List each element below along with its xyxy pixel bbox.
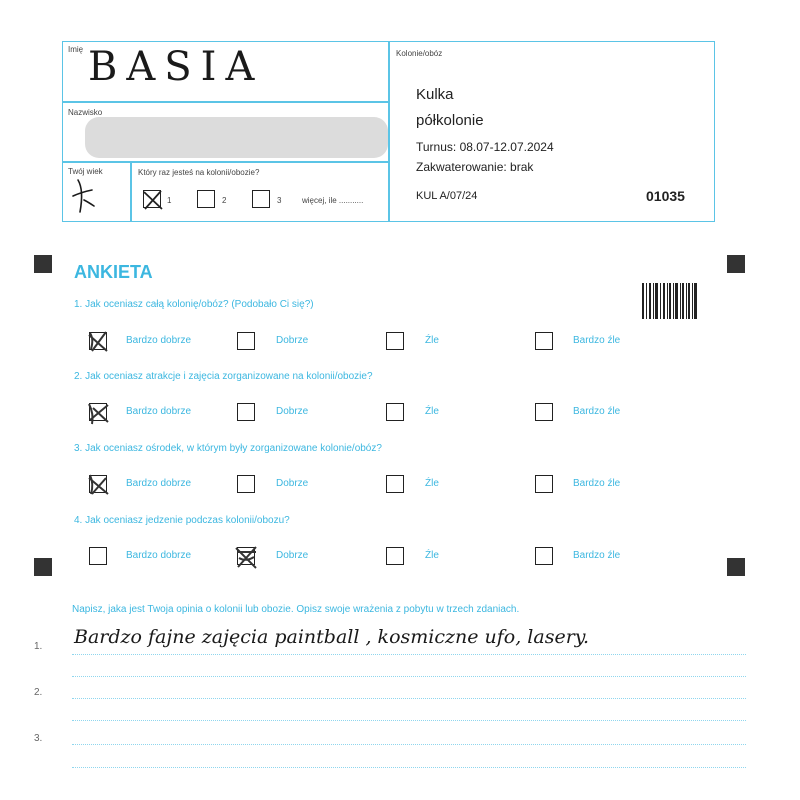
registration-mark (34, 255, 52, 273)
opinion-line-1 (72, 654, 746, 655)
q1-option-bardzo-zle[interactable] (535, 332, 553, 350)
q4-option-dobrze[interactable] (237, 547, 255, 565)
kolonie-type: półkolonie (416, 112, 484, 129)
opinion-line-1-text[interactable]: Bardzo fajne zajęcia paintball , kosmiczne ufo, lasery. (74, 626, 590, 648)
ktory-raz-option-2: 2 (222, 196, 227, 205)
q2-option-zle[interactable] (386, 403, 404, 421)
option-label: Bardzo dobrze (126, 478, 192, 489)
option-label: Bardzo dobrze (126, 335, 192, 346)
option-label: Bardzo dobrze (126, 550, 192, 561)
ktory-raz-option-1: 1 (167, 196, 172, 205)
q1-option-dobrze[interactable] (237, 332, 255, 350)
q4-option-bardzo-dobrze[interactable] (89, 547, 107, 565)
checkmark-icon (234, 544, 260, 570)
q3-option-bardzo-dobrze[interactable] (89, 475, 107, 493)
q1-option-zle[interactable] (386, 332, 404, 350)
option-label: Dobrze (276, 335, 309, 346)
opinion-line-1b (72, 676, 746, 677)
opinion-line-number: 1. (34, 641, 43, 652)
registration-mark (727, 558, 745, 576)
wiek-handwritten-value[interactable] (70, 176, 100, 216)
checkmark-icon (86, 472, 112, 498)
option-label: Bardzo źle (573, 550, 621, 561)
q3-option-bardzo-zle[interactable] (535, 475, 553, 493)
survey-title: ANKIETA (74, 262, 153, 282)
opinion-line-2b (72, 720, 746, 721)
question-text: 2. Jak oceniasz atrakcje i zajęcia zorganizowane na kolonii/obozie? (74, 371, 373, 382)
option-label: Bardzo źle (573, 335, 621, 346)
option-label: Źle (425, 550, 439, 561)
q4-option-bardzo-zle[interactable] (535, 547, 553, 565)
opinion-line-number: 2. (34, 687, 43, 698)
kolonie-name: Kulka (416, 86, 454, 103)
turnus: Turnus: 08.07-12.07.2024 (416, 140, 554, 154)
q3-option-zle[interactable] (386, 475, 404, 493)
option-label: Bardzo źle (573, 478, 621, 489)
q3-option-dobrze[interactable] (237, 475, 255, 493)
option-label: Dobrze (276, 406, 309, 417)
ktory-raz-option-3: 3 (277, 196, 282, 205)
opinion-line-number: 3. (34, 733, 43, 744)
option-label: Źle (425, 406, 439, 417)
ktory-raz-checkbox-3[interactable] (252, 190, 270, 208)
nazwisko-redacted (85, 117, 388, 158)
form-number: 01035 (646, 188, 685, 204)
opinion-line-3 (72, 744, 746, 745)
wiek-label: Twój wiek (68, 167, 103, 176)
option-label: Dobrze (276, 478, 309, 489)
option-label: Dobrze (276, 550, 309, 561)
registration-mark (34, 558, 52, 576)
opinion-prompt: Napisz, jaka jest Twoja opinia o kolonii lub obozie. Opisz swoje wrażenia z pobytu w trzech zdaniach. (72, 604, 520, 615)
nazwisko-label: Nazwisko (68, 108, 103, 117)
ktory-raz-checkbox-2[interactable] (197, 190, 215, 208)
imie-label: Imię (68, 45, 84, 54)
zakwaterowanie: Zakwaterowanie: brak (416, 160, 534, 174)
option-label: Bardzo dobrze (126, 406, 192, 417)
checkmark-icon (86, 400, 112, 426)
q4-option-zle[interactable] (386, 547, 404, 565)
checkmark-icon (140, 187, 166, 213)
question-text: 4. Jak oceniasz jedzenie podczas kolonii/obozu? (74, 515, 290, 526)
registration-mark (727, 255, 745, 273)
q2-option-dobrze[interactable] (237, 403, 255, 421)
opinion-line-2 (72, 698, 746, 699)
question-text: 1. Jak oceniasz całą kolonię/obóz? (Podobało Ci się?) (74, 299, 314, 310)
barcode-icon (642, 283, 697, 319)
q1-option-bardzo-dobrze[interactable] (89, 332, 107, 350)
q2-option-bardzo-zle[interactable] (535, 403, 553, 421)
option-label: Bardzo źle (573, 406, 621, 417)
opinion-line-3b (72, 767, 746, 768)
ktory-raz-checkbox-1[interactable] (143, 190, 161, 208)
kolonie-code: KUL A/07/24 (416, 190, 478, 202)
q2-option-bardzo-dobrze[interactable] (89, 403, 107, 421)
ktory-raz-option-more: więcej, ile ........... (302, 196, 364, 205)
imie-value[interactable]: BASIA (88, 44, 264, 90)
ktory-raz-label: Który raz jesteś na kolonii/obozie? (138, 168, 260, 177)
kolonie-label: Kolonie/obóz (396, 49, 443, 58)
option-label: Źle (425, 478, 439, 489)
checkmark-icon (86, 329, 112, 355)
question-text: 3. Jak oceniasz ośrodek, w którym były zorganizowane kolonie/obóz? (74, 443, 382, 454)
option-label: Źle (425, 335, 439, 346)
